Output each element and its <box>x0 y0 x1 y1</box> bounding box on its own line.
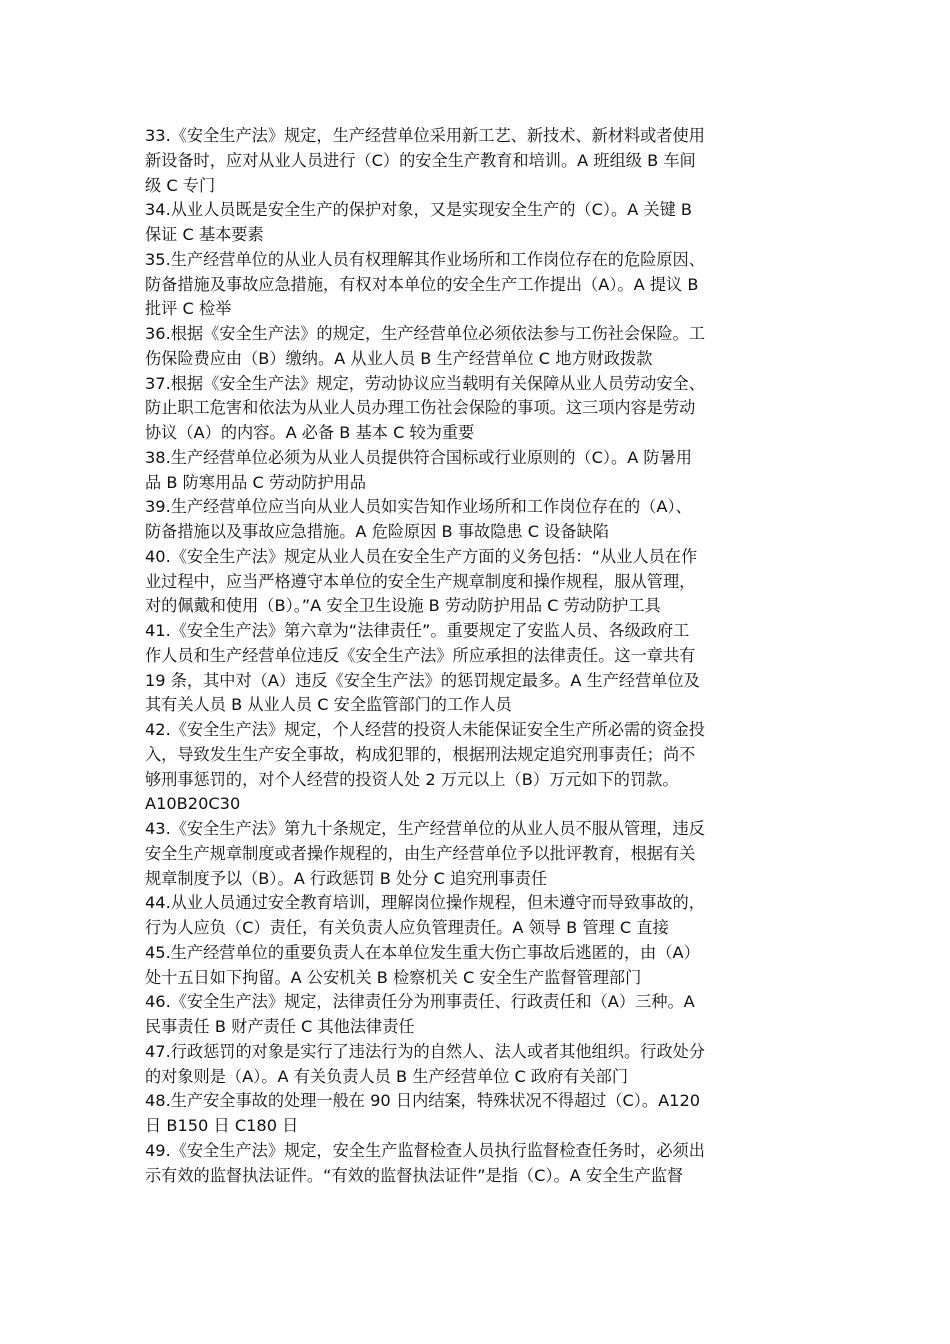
text-line: 的对象则是（A）。A 有关负责人员 B 生产经营单位 C 政府有关部门 <box>145 1066 629 1086</box>
text-line: A10B20C30 <box>145 794 241 814</box>
text-line: 43.《安全生产法》第九十条规定，生产经营单位的从业人员不服从管理，违反 <box>145 819 705 838</box>
text-line: 48.生产安全事故的处理一般在 90 日内结案，特殊状况不得超过（C）。A120 <box>145 1091 701 1111</box>
text-line: 入，导致发生生产安全事故，构成犯罪的，根据刑法规定追究刑事责任；尚不 <box>145 744 696 764</box>
text-line: 38.生产经营单位必须为从业人员提供符合国标或行业原则的（C）。A 防暑用 <box>145 447 692 467</box>
text-line: 47.行政惩罚的对象是实行了违法行为的自然人、法人或者其他组织。行政处分 <box>145 1041 705 1061</box>
text-line: 36.根据《安全生产法》的规定，生产经营单位必须依法参与工伤社会保险。工 <box>145 324 705 343</box>
text-line: 处十五日如下拘留。A 公安机关 B 检察机关 C 安全生产监督管理部门 <box>145 967 642 987</box>
text-line: 日 B150 日 C180 日 <box>145 1116 299 1135</box>
text-line: 33.《安全生产法》规定，生产经营单位采用新工艺、新技术、新材料或者使用 <box>145 126 705 145</box>
text-line: 保证 C 基本要素 <box>145 225 264 244</box>
text-line: 35.生产经营单位的从业人员有权理解其作业场所和工作岗位存在的危险原因、 <box>145 249 705 269</box>
text-line: 级 C 专门 <box>145 175 216 195</box>
text-line: 业过程中，应当严格遵守本单位的安全生产规章制度和操作规程，服从管理， <box>145 571 696 591</box>
text-line: 示有效的监督执法证件。“有效的监督执法证件”是指（C）。A 安全生产监督 <box>145 1165 684 1185</box>
document-body <box>145 124 815 1188</box>
text-line: 41.《安全生产法》第六章为“法律责任”。重要规定了安监人员、各级政府工 <box>145 621 690 640</box>
text-line: 46.《安全生产法》规定，法律责任分为刑事责任、行政责任和（A）三种。A <box>145 992 695 1012</box>
text-line: 批评 C 检举 <box>145 299 232 319</box>
text-line: 品 B 防寒用品 C 劳动防护用品 <box>145 472 367 492</box>
text-line: 19 条，其中对（A）违反《安全生产法》的惩罚规定最多。A 生产经营单位及 <box>145 670 700 690</box>
text-line: 防止职工危害和依法为从业人员办理工伤社会保险的事项。这三项内容是劳动 <box>145 398 696 418</box>
text-line: 作人员和生产经营单位违反《安全生产法》所应承担的法律责任。这一章共有 <box>145 645 696 665</box>
text-line: 37.根据《安全生产法》规定，劳动协议应当载明有关保障从业人员劳动安全、 <box>145 373 705 393</box>
text-line: 49.《安全生产法》规定，安全生产监督检查人员执行监督检查任务时，必须出 <box>145 1140 705 1160</box>
text-line: 防备措施及事故应急措施，有权对本单位的安全生产工作提出（A）。A 提议 B <box>145 274 699 294</box>
text-line: 够刑事惩罚的，对个人经营的投资人处 2 万元以上（B）万元如下的罚款。 <box>145 769 679 789</box>
text-line: 协议（A）的内容。A 必备 B 基本 C 较为重要 <box>145 423 475 442</box>
text-line: 防备措施以及事故应急措施。A 危险原因 B 事故隐患 C 设备缺陷 <box>145 522 609 541</box>
text-line: 40.《安全生产法》规定从业人员在安全生产方面的义务包括：“从业人员在作 <box>145 546 698 566</box>
text-line: 39.生产经营单位应当向从业人员如实告知作业场所和工作岗位存在的（A）、 <box>145 497 692 517</box>
text-line: 其有关人员 B 从业人员 C 安全监管部门的工作人员 <box>145 695 512 715</box>
text-line: 安全生产规章制度或者操作规程的，由生产经营单位予以批评教育，根据有关 <box>145 843 696 863</box>
text-line: 规章制度予以（B）。A 行政惩罚 B 处分 C 追究刑事责任 <box>145 868 548 888</box>
text-line: 42.《安全生产法》规定，个人经营的投资人未能保证安全生产所必需的资金投 <box>145 720 705 739</box>
text-line: 行为人应负（C）责任，有关负责人应负管理责任。A 领导 B 管理 C 直接 <box>145 918 669 937</box>
text-line: 34.从业人员既是安全生产的保护对象，又是实现安全生产的（C）。A 关键 B <box>145 200 693 220</box>
text-line: 伤保险费应由（B）缴纳。A 从业人员 B 生产经营单位 C 地方财政拨款 <box>145 348 653 368</box>
text-line: 45.生产经营单位的重要负责人在本单位发生重大伤亡事故后逃匿的，由（A） <box>145 942 700 962</box>
text-line: 44.从业人员通过安全教育培训，理解岗位操作规程，但未遵守而导致事故的， <box>145 893 705 913</box>
text-line: 对的佩戴和使用（B）。”A 安全卫生设施 B 劳动防护用品 C 劳动防护工具 <box>145 596 661 616</box>
text-line: 民事责任 B 财产责任 C 其他法律责任 <box>145 1017 415 1036</box>
text-line: 新设备时，应对从业人员进行（C）的安全生产教育和培训。A 班组级 B 车间 <box>145 150 696 170</box>
